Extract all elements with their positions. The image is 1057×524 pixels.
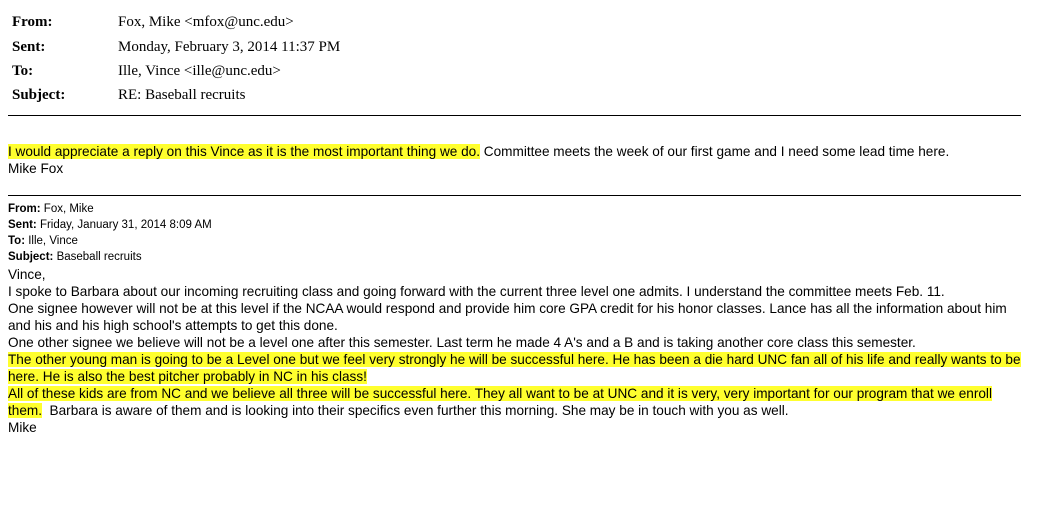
from-label: From: (12, 14, 53, 30)
original-sent-value: Friday, January 31, 2014 8:09 AM (36, 219, 212, 231)
original-from (8, 201, 94, 217)
closing-signature: Mike (8, 420, 37, 435)
original-body (8, 266, 1028, 436)
to-value: Ille, Vince <ille@unc.edu> (118, 63, 281, 79)
paragraph-3: One other signee we believe will not be a level one after this semester. Last term he made 4 A's and a B and is taking another core class this semester. (8, 335, 916, 350)
reply-paragraph (8, 143, 1028, 160)
original-to-value: Ille, Vince (25, 235, 78, 247)
subject-value: RE: Baseball recruits (118, 87, 246, 103)
paragraph-5 (8, 385, 1028, 419)
reply-highlighted-text: I would appreciate a reply on this Vince as it is the most important thing we do. (8, 144, 481, 159)
sent-label: Sent: (12, 39, 46, 55)
header-divider (8, 115, 1021, 116)
subject-label: Subject: (12, 87, 66, 103)
quoted-divider (8, 195, 1021, 196)
reply-signature: Mike Fox (8, 161, 64, 176)
original-from-value: Fox, Mike (40, 203, 94, 215)
to-label: To: (12, 63, 34, 79)
original-subject (8, 249, 142, 265)
original-subject-value: Baseball recruits (53, 251, 142, 263)
from-value: Fox, Mike <mfox@unc.edu> (118, 14, 294, 30)
paragraph-5-highlighted: All of these kids are from NC and we believe all three will be successful here. They all want to be at UNC and it is very, very important for our program that we enroll them. (8, 386, 992, 418)
paragraph-4 (8, 351, 1028, 385)
original-to (8, 233, 78, 249)
paragraph-2: One signee however will not be at this level if the NCAA would respond and provide him core GPA credit for his honor classes. Lance has all the information about him and his and his high school's attempts to get this done. (8, 301, 1007, 333)
original-to-label: To: (8, 235, 26, 247)
original-subject-label: Subject: (8, 251, 54, 263)
reply-text: Committee meets the week of our first game and I need some lead time here. (480, 144, 950, 159)
greeting: Vince, (8, 267, 46, 282)
paragraph-4-highlighted: The other young man is going to be a Level one but we feel very strongly he will be successful here. He has been a die hard UNC fan all of his life and really wants to be here. He is also the best pitcher probably in NC in his class! (8, 352, 1021, 384)
paragraph-5-text: Barbara is aware of them and is looking into their specifics even further this morning. She may be in touch with you as well. (42, 403, 789, 418)
original-sent (8, 217, 212, 233)
reply-body (8, 143, 1028, 177)
original-sent-label: Sent: (8, 219, 37, 231)
original-from-label: From: (8, 203, 41, 215)
sent-value: Monday, February 3, 2014 11:37 PM (118, 39, 341, 55)
paragraph-1: I spoke to Barbara about our incoming recruiting class and going forward with the current three level one admits. I understand the committee meets Feb. 11. (8, 284, 945, 299)
